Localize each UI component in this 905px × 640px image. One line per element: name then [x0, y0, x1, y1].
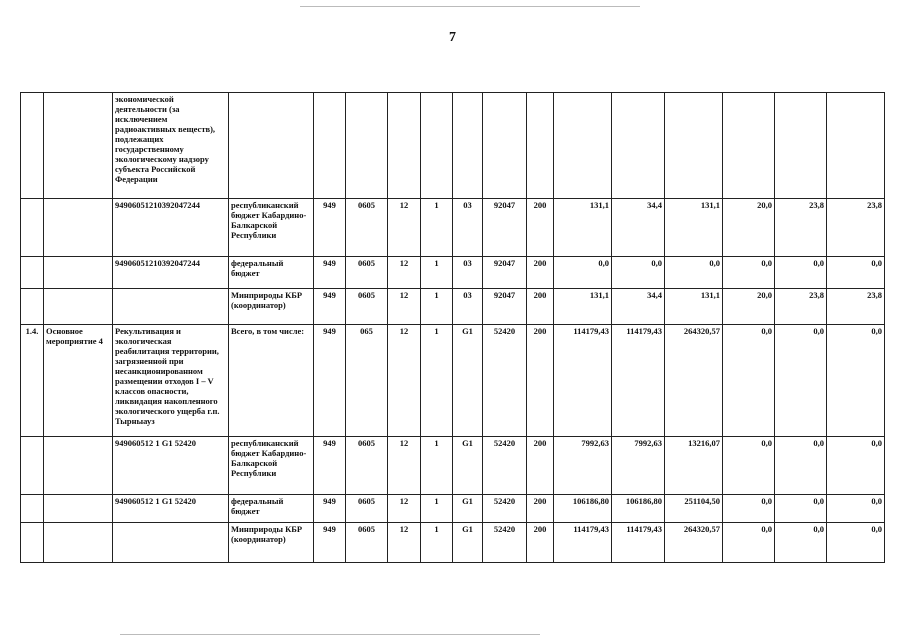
- cell-v6: 92047: [483, 257, 527, 289]
- cell-v11: [723, 93, 775, 199]
- cell-v13: 23,8: [827, 199, 885, 257]
- cell-v3: 12: [388, 257, 421, 289]
- cell-desc: 94906051210392047244: [113, 257, 229, 289]
- cell-v9: 0,0: [612, 257, 665, 289]
- cell-v9: 34,4: [612, 199, 665, 257]
- cell-num: [21, 289, 44, 325]
- table-row: [21, 199, 885, 257]
- cell-desc: [113, 289, 229, 325]
- cell-v7: 200: [527, 495, 554, 523]
- cell-v12: 0,0: [775, 325, 827, 437]
- cell-v8: 114179,43: [554, 325, 612, 437]
- budget-table: [20, 92, 885, 563]
- cell-v5: 03: [453, 289, 483, 325]
- cell-v6: 92047: [483, 289, 527, 325]
- cell-desc: Рекультивация и экологическая реабилитация территории, загрязненной при несанкционированном размещении отходов I – V классов опасности, ликвидация накопленного экологического ущерба г.п. Тырныауз: [113, 325, 229, 437]
- cell-v4: 1: [421, 495, 453, 523]
- cell-v6: 52420: [483, 437, 527, 495]
- cell-name: [44, 289, 113, 325]
- cell-v3: 12: [388, 325, 421, 437]
- cell-v2: 0605: [346, 257, 388, 289]
- cell-v1: 949: [314, 437, 346, 495]
- cell-v7: 200: [527, 257, 554, 289]
- cell-v12: 0,0: [775, 523, 827, 563]
- cell-desc: 949060512 1 G1 52420: [113, 437, 229, 495]
- cell-v7: [527, 93, 554, 199]
- cell-v4: 1: [421, 257, 453, 289]
- cell-v8: 131,1: [554, 289, 612, 325]
- cell-v9: 7992,63: [612, 437, 665, 495]
- cell-v3: [388, 93, 421, 199]
- cell-desc: экономической деятельности (за исключением радиоактивных веществ), подлежащих государственному экологическому надзору субъекта Российской Федерации: [113, 93, 229, 199]
- cell-v10: 131,1: [665, 289, 723, 325]
- cell-v1: 949: [314, 325, 346, 437]
- cell-v7: 200: [527, 199, 554, 257]
- cell-desc: 949060512 1 G1 52420: [113, 495, 229, 523]
- cell-v10: 131,1: [665, 199, 723, 257]
- cell-v8: 114179,43: [554, 523, 612, 563]
- cell-v3: 12: [388, 199, 421, 257]
- cell-v1: 949: [314, 289, 346, 325]
- cell-name: [44, 437, 113, 495]
- cell-src: Минприроды КБР (координатор): [229, 289, 314, 325]
- cell-v13: 0,0: [827, 257, 885, 289]
- cell-v7: 200: [527, 289, 554, 325]
- cell-num: 1.4.: [21, 325, 44, 437]
- cell-v5: G1: [453, 523, 483, 563]
- page-number: 7: [449, 30, 456, 45]
- cell-v13: [827, 93, 885, 199]
- cell-src: федеральный бюджет: [229, 257, 314, 289]
- cell-v11: 20,0: [723, 199, 775, 257]
- cell-num: [21, 437, 44, 495]
- cell-v4: 1: [421, 199, 453, 257]
- cell-v9: 114179,43: [612, 523, 665, 563]
- cell-name: Основное мероприятие 4: [44, 325, 113, 437]
- cell-v2: 065: [346, 325, 388, 437]
- cell-v12: 0,0: [775, 437, 827, 495]
- scan-artifact: [300, 6, 640, 7]
- cell-v8: 131,1: [554, 199, 612, 257]
- cell-v6: 52420: [483, 325, 527, 437]
- cell-v2: 0605: [346, 437, 388, 495]
- table-row: [21, 325, 885, 437]
- cell-v9: 114179,43: [612, 325, 665, 437]
- cell-v11: 0,0: [723, 257, 775, 289]
- cell-v3: 12: [388, 437, 421, 495]
- cell-src: Всего, в том числе:: [229, 325, 314, 437]
- cell-v11: 0,0: [723, 437, 775, 495]
- cell-name: [44, 495, 113, 523]
- cell-v12: [775, 93, 827, 199]
- cell-v7: 200: [527, 325, 554, 437]
- cell-v2: 0605: [346, 523, 388, 563]
- cell-v3: 12: [388, 495, 421, 523]
- cell-v10: 264320,57: [665, 523, 723, 563]
- cell-v2: 0605: [346, 289, 388, 325]
- cell-v8: 106186,80: [554, 495, 612, 523]
- table-row: [21, 495, 885, 523]
- cell-v6: 52420: [483, 495, 527, 523]
- cell-v5: G1: [453, 437, 483, 495]
- cell-num: [21, 93, 44, 199]
- cell-v8: [554, 93, 612, 199]
- cell-v5: G1: [453, 495, 483, 523]
- cell-src: Минприроды КБР (координатор): [229, 523, 314, 563]
- cell-src: [229, 93, 314, 199]
- table-row: [21, 437, 885, 495]
- cell-v13: 23,8: [827, 289, 885, 325]
- cell-src: республиканский бюджет Кабардино-Балкарской Республики: [229, 199, 314, 257]
- cell-num: [21, 199, 44, 257]
- cell-v5: G1: [453, 325, 483, 437]
- cell-v2: [346, 93, 388, 199]
- cell-v6: 92047: [483, 199, 527, 257]
- cell-v3: 12: [388, 523, 421, 563]
- cell-v7: 200: [527, 437, 554, 495]
- cell-v12: 23,8: [775, 199, 827, 257]
- cell-v12: 0,0: [775, 495, 827, 523]
- cell-v11: 20,0: [723, 289, 775, 325]
- cell-v6: 52420: [483, 523, 527, 563]
- cell-v10: 13216,07: [665, 437, 723, 495]
- cell-v10: 251104,50: [665, 495, 723, 523]
- cell-v6: [483, 93, 527, 199]
- table-row: [21, 93, 885, 199]
- cell-v5: 03: [453, 199, 483, 257]
- cell-name: [44, 199, 113, 257]
- cell-desc: [113, 523, 229, 563]
- cell-v10: [665, 93, 723, 199]
- cell-num: [21, 523, 44, 563]
- cell-v11: 0,0: [723, 523, 775, 563]
- cell-name: [44, 257, 113, 289]
- cell-v12: 0,0: [775, 257, 827, 289]
- cell-v10: 264320,57: [665, 325, 723, 437]
- cell-v13: 0,0: [827, 437, 885, 495]
- cell-v9: 106186,80: [612, 495, 665, 523]
- cell-v11: 0,0: [723, 325, 775, 437]
- cell-v9: 34,4: [612, 289, 665, 325]
- cell-v2: 0605: [346, 495, 388, 523]
- cell-v7: 200: [527, 523, 554, 563]
- cell-v4: 1: [421, 325, 453, 437]
- cell-v12: 23,8: [775, 289, 827, 325]
- cell-v11: 0,0: [723, 495, 775, 523]
- scan-artifact: [120, 634, 540, 635]
- cell-name: [44, 523, 113, 563]
- cell-v1: 949: [314, 257, 346, 289]
- cell-v5: [453, 93, 483, 199]
- cell-v2: 0605: [346, 199, 388, 257]
- table-body: [21, 93, 885, 563]
- cell-v1: [314, 93, 346, 199]
- cell-num: [21, 257, 44, 289]
- cell-src: федеральный бюджет: [229, 495, 314, 523]
- cell-v13: 0,0: [827, 523, 885, 563]
- cell-v3: 12: [388, 289, 421, 325]
- table-row: [21, 289, 885, 325]
- cell-v1: 949: [314, 495, 346, 523]
- cell-v4: 1: [421, 437, 453, 495]
- cell-v10: 0,0: [665, 257, 723, 289]
- cell-src: республиканский бюджет Кабардино-Балкарской Республики: [229, 437, 314, 495]
- cell-v1: 949: [314, 523, 346, 563]
- cell-name: [44, 93, 113, 199]
- cell-v9: [612, 93, 665, 199]
- cell-v4: 1: [421, 289, 453, 325]
- cell-v13: 0,0: [827, 495, 885, 523]
- cell-desc: 94906051210392047244: [113, 199, 229, 257]
- cell-num: [21, 495, 44, 523]
- cell-v4: [421, 93, 453, 199]
- table-row: [21, 523, 885, 563]
- cell-v4: 1: [421, 523, 453, 563]
- cell-v5: 03: [453, 257, 483, 289]
- cell-v13: 0,0: [827, 325, 885, 437]
- table-row: [21, 257, 885, 289]
- cell-v8: 7992,63: [554, 437, 612, 495]
- cell-v1: 949: [314, 199, 346, 257]
- cell-v8: 0,0: [554, 257, 612, 289]
